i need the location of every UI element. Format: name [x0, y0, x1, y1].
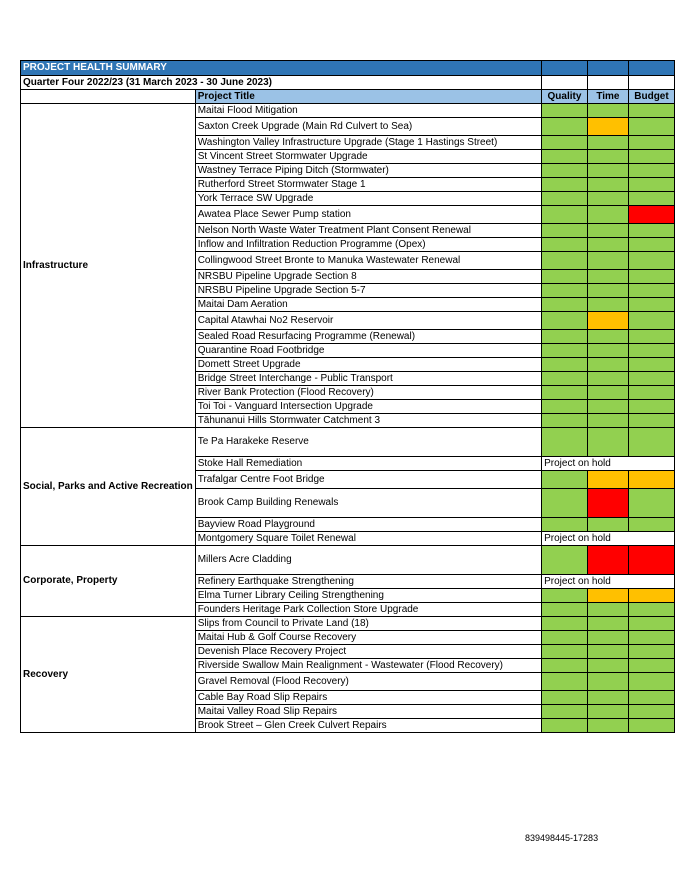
- quality-status-cell: [542, 617, 588, 631]
- time-status-cell: [587, 631, 628, 645]
- time-status-cell: [587, 518, 628, 532]
- quality-status-cell: [542, 224, 588, 238]
- project-title-cell: Trafalgar Centre Foot Bridge: [195, 471, 541, 489]
- time-status-cell: [587, 270, 628, 284]
- time-status-cell: [587, 471, 628, 489]
- quality-status-cell: [542, 372, 588, 386]
- budget-status-cell: [628, 719, 674, 733]
- quality-header: Quality: [542, 90, 588, 104]
- time-status-cell: [587, 224, 628, 238]
- time-status-cell: [587, 400, 628, 414]
- table-row: [21, 428, 675, 457]
- project-title-cell: Awatea Place Sewer Pump station: [195, 206, 541, 224]
- quality-status-cell: [542, 192, 588, 206]
- budget-status-cell: [628, 372, 674, 386]
- time-status-cell: [587, 659, 628, 673]
- on-hold-cell: Project on hold: [542, 532, 675, 546]
- time-status-cell: [587, 164, 628, 178]
- project-title-cell: St Vincent Street Stormwater Upgrade: [195, 150, 541, 164]
- project-title-cell: Bayview Road Playground: [195, 518, 541, 532]
- time-status-cell: [587, 386, 628, 400]
- budget-status-cell: [628, 489, 674, 518]
- budget-status-cell: [628, 400, 674, 414]
- time-status-cell: [587, 719, 628, 733]
- time-status-cell: [587, 104, 628, 118]
- time-status-cell: [587, 118, 628, 136]
- quality-status-cell: [542, 603, 588, 617]
- quality-status-cell: [542, 238, 588, 252]
- project-title-cell: Capital Atawhai No2 Reservoir: [195, 312, 541, 330]
- budget-status-cell: [628, 136, 674, 150]
- budget-status-cell: [628, 617, 674, 631]
- budget-status-cell: [628, 206, 674, 224]
- time-status-cell: [587, 136, 628, 150]
- table-row: [21, 104, 675, 118]
- quality-status-cell: [542, 270, 588, 284]
- project-title-cell: River Bank Protection (Flood Recovery): [195, 386, 541, 400]
- budget-status-cell: [628, 546, 674, 575]
- quality-status-cell: [542, 589, 588, 603]
- time-status-cell: [587, 705, 628, 719]
- project-title-cell: Brook Street – Glen Creek Culvert Repairs: [195, 719, 541, 733]
- project-title-cell: NRSBU Pipeline Upgrade Section 8: [195, 270, 541, 284]
- project-title-cell: Refinery Earthquake Strengthening: [195, 575, 541, 589]
- time-status-cell: [587, 372, 628, 386]
- budget-status-cell: [628, 645, 674, 659]
- budget-status-cell: [628, 284, 674, 298]
- project-title-cell: Founders Heritage Park Collection Store Upgrade: [195, 603, 541, 617]
- project-title-cell: Inflow and Infiltration Reduction Programme (Opex): [195, 238, 541, 252]
- time-status-cell: [587, 414, 628, 428]
- quality-status-cell: [542, 104, 588, 118]
- budget-status-cell: [628, 691, 674, 705]
- quality-status-cell: [542, 284, 588, 298]
- quality-status-cell: [542, 546, 588, 575]
- project-title-header: Project Title: [195, 90, 541, 104]
- project-title-cell: Te Pa Harakeke Reserve: [195, 428, 541, 457]
- category-cell: Social, Parks and Active Recreation: [21, 428, 196, 546]
- quality-status-cell: [542, 312, 588, 330]
- project-title-cell: Domett Street Upgrade: [195, 358, 541, 372]
- project-title-cell: Washington Valley Infrastructure Upgrade (Stage 1 Hastings Street): [195, 136, 541, 150]
- quality-status-cell: [542, 298, 588, 312]
- budget-status-cell: [628, 428, 674, 457]
- category-cell: Infrastructure: [21, 104, 196, 428]
- time-status-cell: [587, 330, 628, 344]
- quarter-filler-cell: [542, 76, 588, 90]
- time-status-cell: [587, 546, 628, 575]
- budget-status-cell: [628, 471, 674, 489]
- time-status-cell: [587, 238, 628, 252]
- project-title-cell: Collingwood Street Bronte to Manuka Wastewater Renewal: [195, 252, 541, 270]
- quarter-label: Quarter Four 2022/23 (31 March 2023 - 30 June 2023): [21, 76, 542, 90]
- project-title-cell: Maitai Flood Mitigation: [195, 104, 541, 118]
- project-title-cell: Brook Camp Building Renewals: [195, 489, 541, 518]
- quality-status-cell: [542, 400, 588, 414]
- budget-status-cell: [628, 358, 674, 372]
- time-status-cell: [587, 617, 628, 631]
- title-row: [21, 61, 675, 76]
- title-filler-cell: [542, 61, 588, 76]
- quality-status-cell: [542, 471, 588, 489]
- quality-status-cell: [542, 719, 588, 733]
- quality-status-cell: [542, 136, 588, 150]
- project-title-cell: Montgomery Square Toilet Renewal: [195, 532, 541, 546]
- table-row: [21, 546, 675, 575]
- title-filler-cell: [628, 61, 674, 76]
- quality-status-cell: [542, 705, 588, 719]
- quality-status-cell: [542, 164, 588, 178]
- project-title-cell: Maitai Hub & Golf Course Recovery: [195, 631, 541, 645]
- budget-status-cell: [628, 104, 674, 118]
- time-status-cell: [587, 603, 628, 617]
- project-title-cell: NRSBU Pipeline Upgrade Section 5-7: [195, 284, 541, 298]
- project-title-cell: Millers Acre Cladding: [195, 546, 541, 575]
- category-cell: Corporate, Property: [21, 546, 196, 617]
- time-status-cell: [587, 673, 628, 691]
- budget-status-cell: [628, 705, 674, 719]
- quality-status-cell: [542, 344, 588, 358]
- quality-status-cell: [542, 178, 588, 192]
- quarter-row: [21, 76, 675, 90]
- quality-status-cell: [542, 414, 588, 428]
- project-title-cell: Maitai Valley Road Slip Repairs: [195, 705, 541, 719]
- budget-status-cell: [628, 659, 674, 673]
- budget-status-cell: [628, 344, 674, 358]
- project-title-cell: Saxton Creek Upgrade (Main Rd Culvert to Sea): [195, 118, 541, 136]
- column-header-row: [21, 90, 675, 104]
- quality-status-cell: [542, 691, 588, 705]
- budget-status-cell: [628, 298, 674, 312]
- quality-status-cell: [542, 118, 588, 136]
- budget-status-cell: [628, 312, 674, 330]
- quality-status-cell: [542, 659, 588, 673]
- time-status-cell: [587, 284, 628, 298]
- quarter-filler-cell: [628, 76, 674, 90]
- quality-status-cell: [542, 330, 588, 344]
- project-title-cell: Cable Bay Road Slip Repairs: [195, 691, 541, 705]
- project-title-cell: Riverside Swallow Main Realignment - Wastewater (Flood Recovery): [195, 659, 541, 673]
- time-status-cell: [587, 150, 628, 164]
- on-hold-cell: Project on hold: [542, 575, 675, 589]
- project-health-table: [20, 60, 675, 733]
- project-title-cell: Gravel Removal (Flood Recovery): [195, 673, 541, 691]
- table-title: PROJECT HEALTH SUMMARY: [21, 61, 542, 76]
- table-row: [21, 617, 675, 631]
- quality-status-cell: [542, 428, 588, 457]
- quality-status-cell: [542, 252, 588, 270]
- budget-status-cell: [628, 118, 674, 136]
- time-status-cell: [587, 178, 628, 192]
- time-status-cell: [587, 252, 628, 270]
- time-status-cell: [587, 312, 628, 330]
- project-title-cell: Rutherford Street Stormwater Stage 1: [195, 178, 541, 192]
- budget-status-cell: [628, 589, 674, 603]
- quality-status-cell: [542, 489, 588, 518]
- project-title-cell: Slips from Council to Private Land (18): [195, 617, 541, 631]
- project-title-cell: Stoke Hall Remediation: [195, 457, 541, 471]
- budget-status-cell: [628, 386, 674, 400]
- project-title-cell: Tāhunanui Hills Stormwater Catchment 3: [195, 414, 541, 428]
- time-status-cell: [587, 206, 628, 224]
- project-title-cell: Nelson North Waste Water Treatment Plant Consent Renewal: [195, 224, 541, 238]
- quality-status-cell: [542, 386, 588, 400]
- time-status-cell: [587, 645, 628, 659]
- on-hold-cell: Project on hold: [542, 457, 675, 471]
- budget-status-cell: [628, 330, 674, 344]
- quality-status-cell: [542, 518, 588, 532]
- budget-status-cell: [628, 603, 674, 617]
- time-header: Time: [587, 90, 628, 104]
- quality-status-cell: [542, 206, 588, 224]
- budget-status-cell: [628, 178, 674, 192]
- time-status-cell: [587, 691, 628, 705]
- time-status-cell: [587, 344, 628, 358]
- category-cell: Recovery: [21, 617, 196, 733]
- budget-status-cell: [628, 224, 674, 238]
- project-title-cell: Elma Turner Library Ceiling Strengthening: [195, 589, 541, 603]
- project-title-cell: Wastney Terrace Piping Ditch (Stormwater): [195, 164, 541, 178]
- budget-status-cell: [628, 238, 674, 252]
- budget-status-cell: [628, 518, 674, 532]
- time-status-cell: [587, 489, 628, 518]
- project-title-cell: York Terrace SW Upgrade: [195, 192, 541, 206]
- quality-status-cell: [542, 673, 588, 691]
- time-status-cell: [587, 192, 628, 206]
- budget-header: Budget: [628, 90, 674, 104]
- document-id: 839498445-17283: [525, 833, 599, 843]
- title-filler-cell: [587, 61, 628, 76]
- time-status-cell: [587, 428, 628, 457]
- quality-status-cell: [542, 645, 588, 659]
- budget-status-cell: [628, 270, 674, 284]
- quality-status-cell: [542, 358, 588, 372]
- time-status-cell: [587, 358, 628, 372]
- project-title-cell: Bridge Street Interchange - Public Transport: [195, 372, 541, 386]
- project-title-cell: Maitai Dam Aeration: [195, 298, 541, 312]
- budget-status-cell: [628, 414, 674, 428]
- quality-status-cell: [542, 150, 588, 164]
- project-title-cell: Toi Toi - Vanguard Intersection Upgrade: [195, 400, 541, 414]
- budget-status-cell: [628, 252, 674, 270]
- project-title-cell: Devenish Place Recovery Project: [195, 645, 541, 659]
- budget-status-cell: [628, 164, 674, 178]
- quarter-filler-cell: [587, 76, 628, 90]
- time-status-cell: [587, 589, 628, 603]
- budget-status-cell: [628, 673, 674, 691]
- budget-status-cell: [628, 150, 674, 164]
- quality-status-cell: [542, 631, 588, 645]
- time-status-cell: [587, 298, 628, 312]
- table-body: [21, 61, 675, 733]
- project-title-cell: Quarantine Road Footbridge: [195, 344, 541, 358]
- project-title-cell: Sealed Road Resurfacing Programme (Renewal): [195, 330, 541, 344]
- category-header-cell: [21, 90, 196, 104]
- budget-status-cell: [628, 192, 674, 206]
- budget-status-cell: [628, 631, 674, 645]
